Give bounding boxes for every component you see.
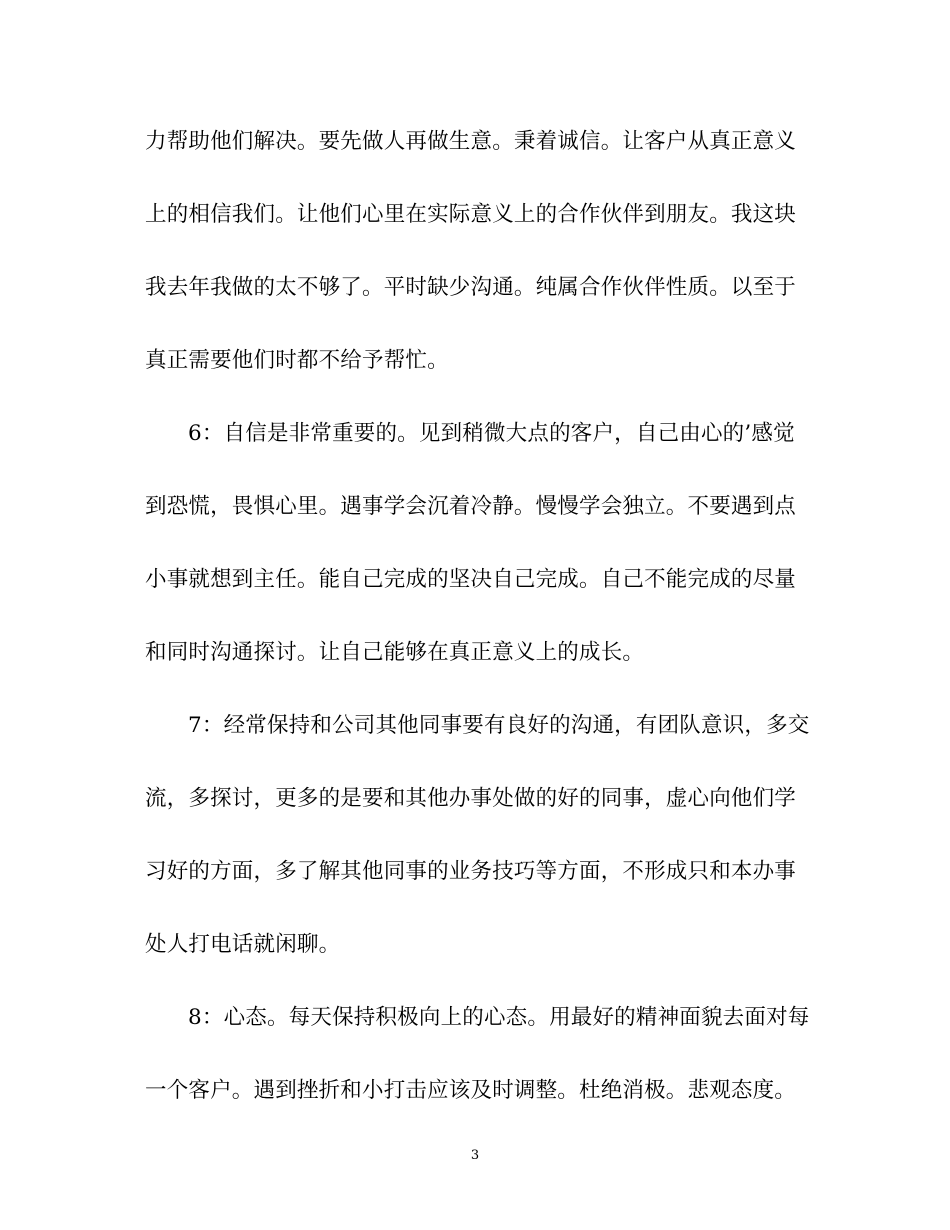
- page-number: 3: [470, 1148, 480, 1163]
- paragraph-8-first-line: 8：心态。每天保持积极向上的心态。用最好的精神面貌去面对每: [188, 1005, 810, 1030]
- body-text-line: 我去年我做的太不够了。平时缺少沟通。纯属合作伙伴性质。以至于: [145, 275, 797, 300]
- body-text-line: 一个客户。遇到挫折和小打击应该及时调整。杜绝消极。悲观态度。: [145, 1078, 797, 1103]
- body-text-line: 和同时沟通探讨。让自己能够在真正意义上的成长。: [145, 640, 645, 665]
- body-text-line: 上的相信我们。让他们心里在实际意义上的合作伙伴到朋友。我这块: [145, 202, 797, 227]
- body-text-line: 力帮助他们解决。要先做人再做生意。秉着诚信。让客户从真正意义: [145, 129, 797, 154]
- body-text-line: 到恐慌，畏惧心里。遇事学会沉着冷静。慢慢学会独立。不要遇到点: [145, 494, 797, 519]
- body-text-line: 习好的方面，多了解其他同事的业务技巧等方面，不形成只和本办事: [145, 859, 797, 884]
- paragraph-7-first-line: 7：经常保持和公司其他同事要有良好的沟通，有团队意识，多交: [188, 713, 810, 738]
- body-text-line: 小事就想到主任。能自己完成的坚决自己完成。自己不能完成的尽量: [145, 567, 797, 592]
- body-text-line: 处人打电话就闲聊。: [145, 932, 341, 957]
- body-text-line: 真正需要他们时都不给予帮忙。: [145, 348, 449, 373]
- paragraph-6-first-line: 6：自信是非常重要的。见到稍微大点的客户，自己由心的’感觉: [188, 421, 795, 446]
- body-text-line: 流，多探讨，更多的是要和其他办事处做的好的同事，虚心向他们学: [145, 786, 797, 811]
